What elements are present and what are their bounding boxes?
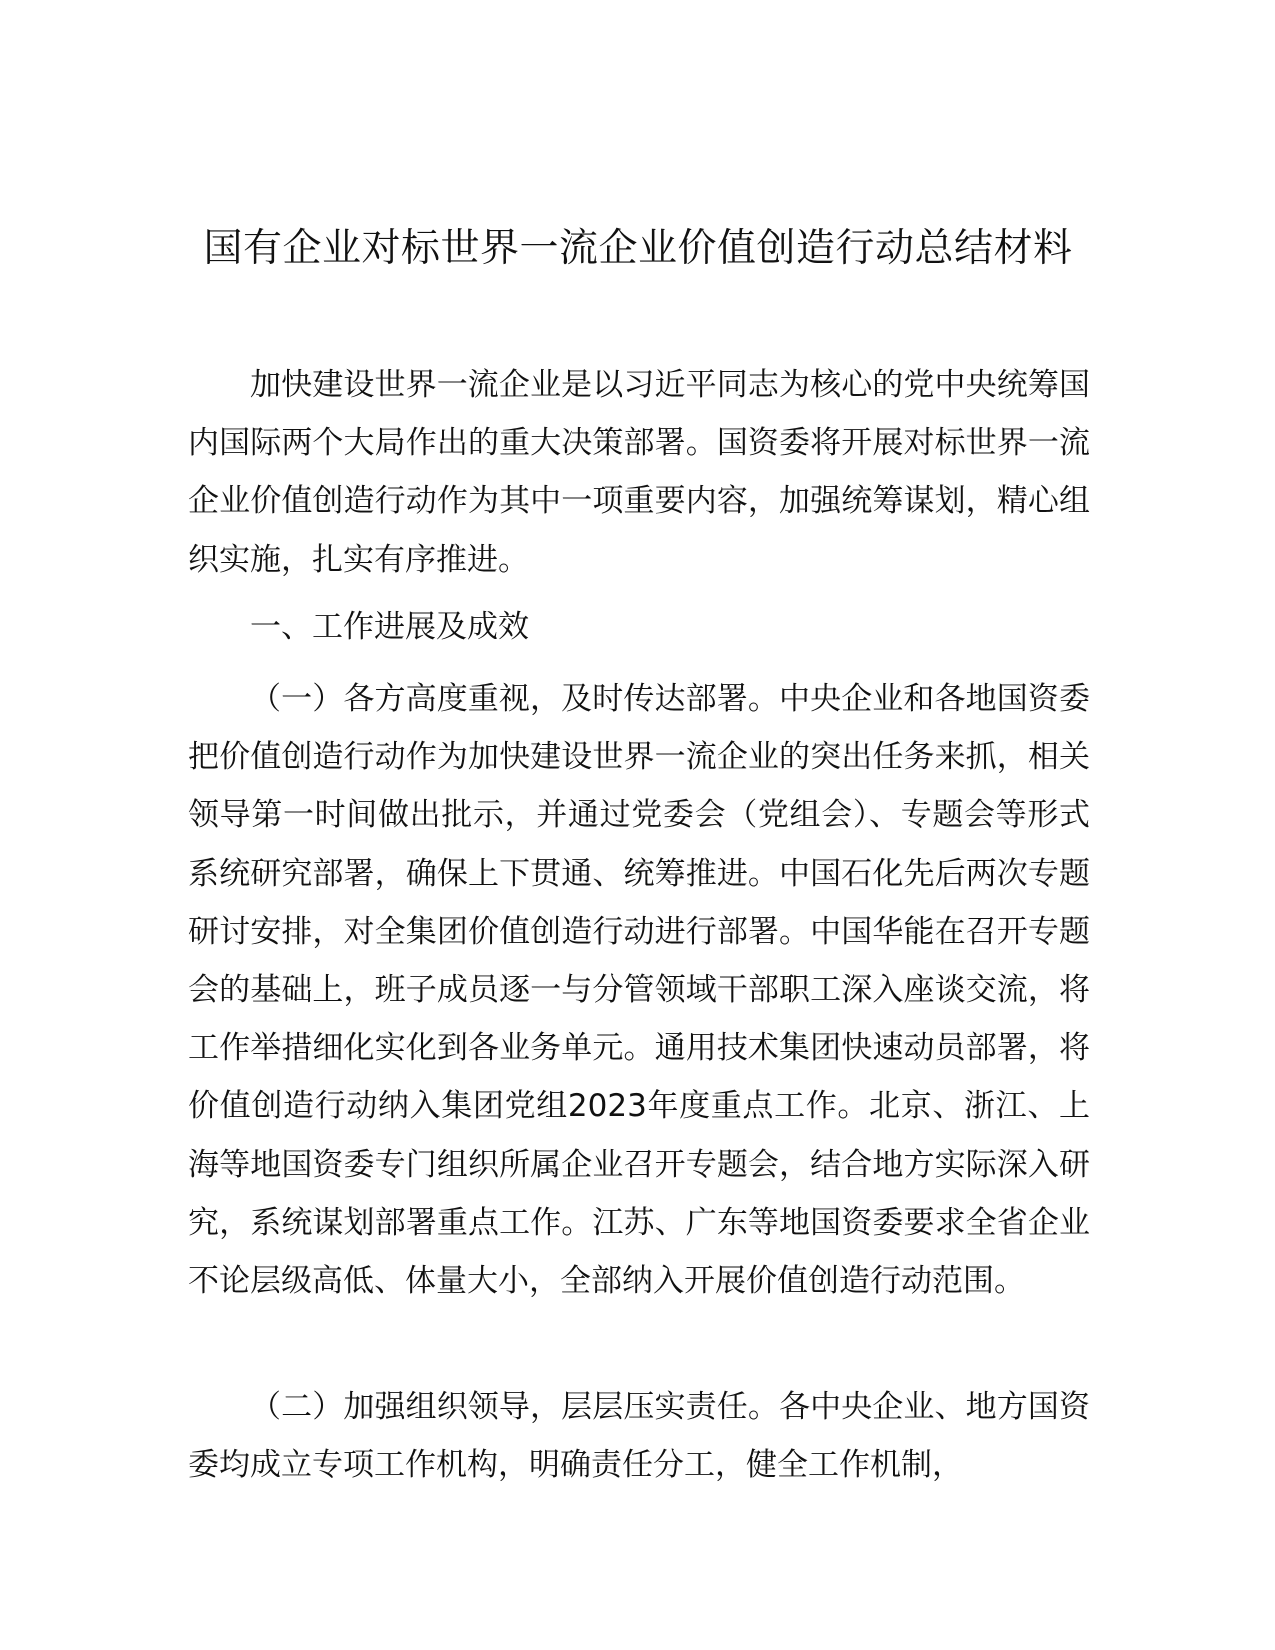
intro-paragraph: 加快建设世界一流企业是以习近平同志为核心的党中央统筹国内国际两个大局作出的重大决策部署。国资委将开展对标世界一流企业价值创造行动作为其中一项重要内容，加强统筹谋划，精心组织实施，扎实有序推进。 (188, 367, 1090, 578)
section-heading-work-progress: 一、工作进展及成效 (250, 609, 529, 645)
paragraph-item-two: （二）加强组织领导，层层压实责任。各中央企业、地方国资委均成立专项工作机构，明确责任分工，健全工作机制， (188, 1389, 1090, 1484)
paragraph-item-one: （一）各方高度重视，及时传达部署。中央企业和各地国资委把价值创造行动作为加快建设世界一流企业的突出任务来抓，相关领导第一时间做出批示，并通过党委会（党组会）、专题会等形式系统研究部署，确保上下贯通、统筹推进。中国石化先后两次专题研讨安排，对全集团价值创造行动进行部署。中国华能在召开专题会的基础上，班子成员逐一与分管领域干部职工深入座谈交流，将工作举措细化实化到各业务单元。通用技术集团快速动员部署，将价值创造行动纳入集团党组2023年度重点工作。北京、浙江、上海等地国资委专门组织所属企业召开专题会，结合地方实际深入研究，系统谋划部署重点工作。江苏、广东等地国资委要求全省企业不论层级高低、体量大小，全部纳入开展价值创造行动范围。 (188, 681, 1090, 1300)
document-title: 国有企业对标世界一流企业价值创造行动总结材料 (203, 226, 1073, 271)
